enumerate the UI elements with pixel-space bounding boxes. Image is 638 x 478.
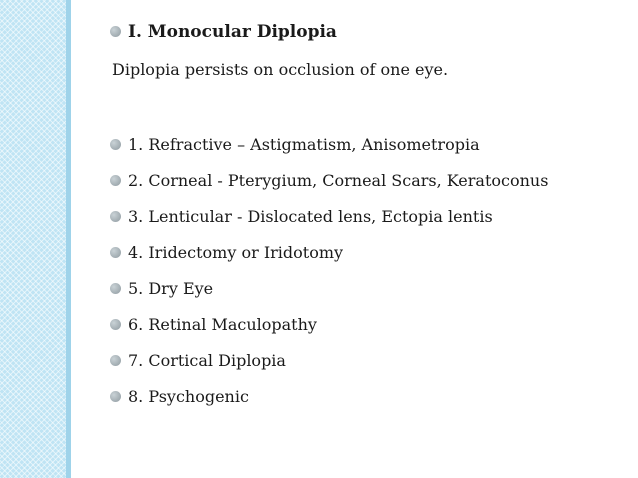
decorative-side-stripe — [0, 0, 66, 478]
list-item-text: 6. Retinal Maculopathy — [128, 315, 317, 334]
decorative-side-edge — [66, 0, 71, 478]
cause-list — [110, 132, 548, 420]
list-item — [110, 132, 548, 168]
bullet-icon — [110, 283, 121, 294]
slide-title-row — [110, 22, 337, 42]
list-item — [110, 204, 548, 240]
list-item-text: 3. Lenticular - Dislocated lens, Ectopia lentis — [128, 207, 493, 226]
list-item — [110, 348, 548, 384]
list-item-text: 7. Cortical Diplopia — [128, 351, 286, 370]
bullet-icon — [110, 391, 121, 402]
list-item-text: 1. Refractive – Astigmatism, Anisometropia — [128, 135, 480, 154]
list-item-text: 4. Iridectomy or Iridotomy — [128, 243, 344, 262]
list-item — [110, 384, 548, 420]
bullet-icon — [110, 247, 121, 258]
intro-text: Diplopia persists on occlusion of one eye. — [112, 60, 449, 79]
list-item — [110, 276, 548, 312]
list-item — [110, 312, 548, 348]
bullet-icon — [110, 319, 121, 330]
bullet-icon — [110, 355, 121, 366]
list-item-text: 5. Dry Eye — [128, 279, 214, 298]
list-item — [110, 240, 548, 276]
list-item-text: 8. Psychogenic — [128, 387, 249, 406]
list-item — [110, 168, 548, 204]
bullet-icon — [110, 139, 121, 150]
bullet-icon — [110, 175, 121, 186]
list-item-text: 2. Corneal - Pterygium, Corneal Scars, Keratoconus — [128, 171, 549, 190]
bullet-icon — [110, 211, 121, 222]
slide-title: I. Monocular Diplopia — [128, 22, 337, 42]
bullet-icon — [110, 26, 121, 37]
